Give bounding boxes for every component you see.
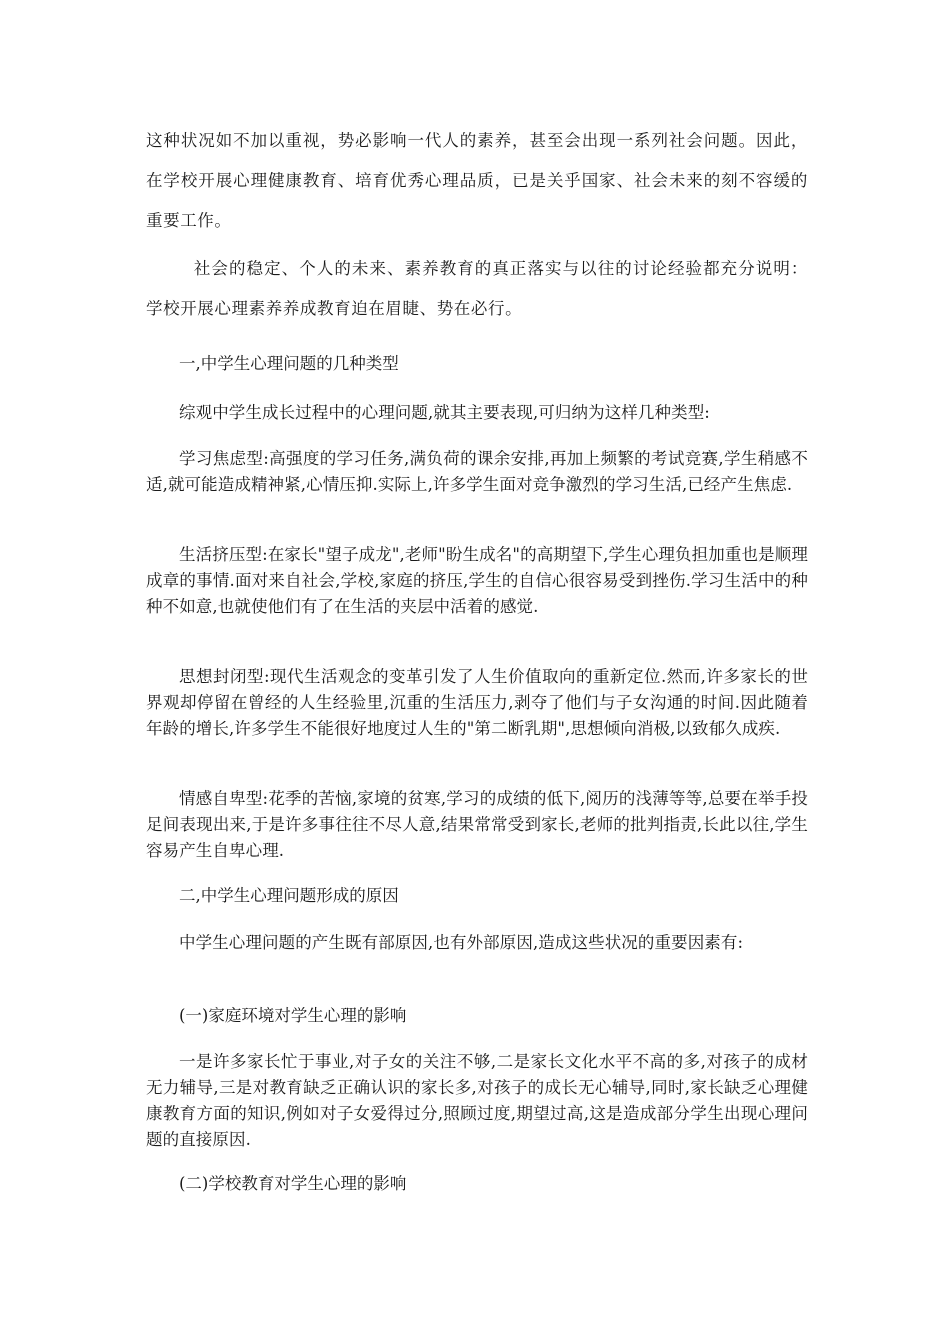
paragraph-study-anxiety: 学习焦虑型:高强度的学习任务,满负荷的课余安排,再加上频繁的考试竞赛,学生稍感不适,就可能造成精神紧,心情压抑.实际上,许多学生面对竞争激烈的学习生活,已经产生焦虑. [146, 449, 808, 494]
paragraph-types-intro: 综观中学生成长过程中的心理问题,就其主要表现,可归纳为这样几种类型: [179, 403, 710, 422]
subheading-school: (二)学校教育对学生心理的影响 [179, 1174, 407, 1193]
paragraph-inferiority: 情感自卑型:花季的苦恼,家境的贫寒,学习的成绩的低下,阅历的浅薄等等,总要在举手投足间表现出来,于是许多事往往不尽人意,结果常常受到家长,老师的批判指责,长此以往,学生容易产生自卑心理. [146, 789, 808, 860]
section-heading-2: 二,中学生心理问题形成的原因 [179, 886, 399, 905]
paragraph-necessity: 社会的稳定、个人的未来、素养教育的真正落实与以往的讨论经验都充分说明：学校开展心理素养养成教育迫在眉睫、势在必行。 [146, 259, 808, 318]
paragraph-intro-conclusion: 这种状况如不加以重视，势必影响一代人的素养，甚至会出现一系列社会问题。因此，在学校开展心理健康教育、培育优秀心理品质，已是关乎国家、社会未来的刻不容缓的重要工作。 [146, 131, 808, 230]
subheading-family: (一)家庭环境对学生心理的影响 [179, 1006, 407, 1025]
section-heading-1: 一,中学生心理问题的几种类型 [179, 354, 399, 373]
paragraph-causes-intro: 中学生心理问题的产生既有部原因,也有外部原因,造成这些状况的重要因素有: [179, 933, 744, 952]
paragraph-life-pressure: 生活挤压型:在家长"望子成龙",老师"盼生成名"的高期望下,学生心理负担加重也是顺理成章的事情.面对来自社会,学校,家庭的挤压,学生的自信心很容易受到挫伤.学习生活中的种种不如意,也就使他们有了在生活的夹层中活着的感觉. [146, 545, 808, 616]
paragraph-closed-mind: 思想封闭型:现代生活观念的变革引发了人生价值取向的重新定位.然而,许多家长的世界观却停留在曾经的人生经验里,沉重的生活压力,剥夺了他们与子女沟通的时间.因此随着年龄的增长,许多学生不能很好地度过人生的"第二断乳期",思想倾向消极,以致郁久成疾. [146, 667, 808, 738]
paragraph-family-influence: 一是许多家长忙于事业,对子女的关注不够,二是家长文化水平不高的多,对孩子的成材无力辅导,三是对教育缺乏正确认识的家长多,对孩子的成长无心辅导,同时,家长缺乏心理健康教育方面的知识,例如对子女爱得过分,照顾过度,期望过高,这是造成部分学生出现心理问题的直接原因. [146, 1052, 808, 1149]
